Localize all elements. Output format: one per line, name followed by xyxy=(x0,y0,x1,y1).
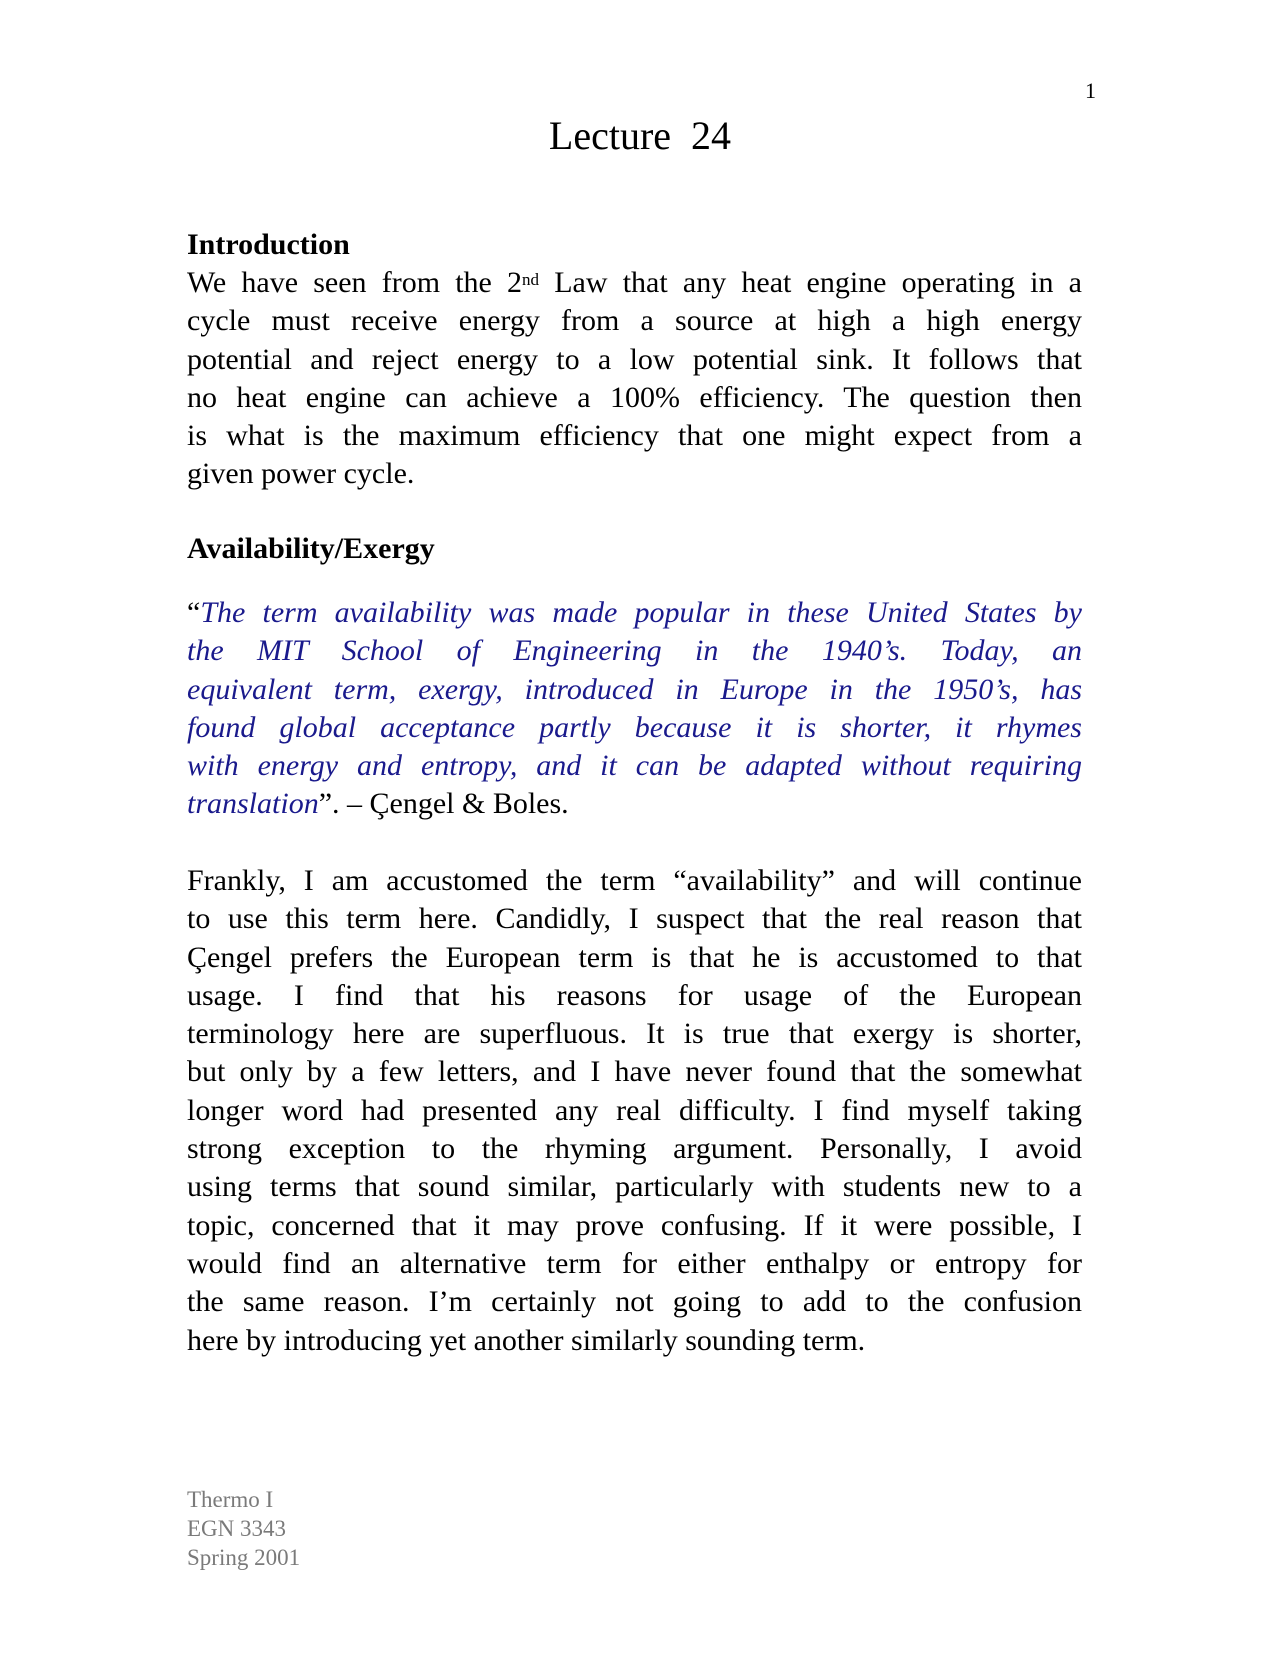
quote-paragraph xyxy=(187,594,1082,824)
introduction-heading: Introduction xyxy=(187,228,350,261)
commentary-line: here by introducing yet another similarly sounding term. xyxy=(187,1323,866,1357)
footer-term: Spring 2001 xyxy=(187,1545,301,1570)
intro-line-6: given power cycle. xyxy=(187,457,415,491)
quote-line-4: found global acceptance partly because it is shorter, it rhymes xyxy=(187,710,1082,744)
commentary-line: usage. I find that his reasons for usage of the European xyxy=(187,978,1082,1012)
commentary-paragraph xyxy=(187,862,1082,1360)
quote-line-6: translation”. – Çengel & Boles. xyxy=(187,787,569,821)
footer-course-code: EGN 3343 xyxy=(187,1516,287,1541)
quote-line-2: the MIT School of Engineering in the 1940’s. Today, an xyxy=(187,634,1082,668)
commentary-line: topic, concerned that it may prove confusing. If it were possible, I xyxy=(187,1208,1082,1242)
ordinal-superscript: nd xyxy=(522,270,540,289)
commentary-line: Frankly, I am accustomed the term “availability” and will continue xyxy=(187,864,1082,897)
page-footer xyxy=(187,1485,300,1572)
introduction-paragraph xyxy=(187,264,1082,494)
intro-line-5: is what is the maximum efficiency that one might expect from a xyxy=(187,419,1082,453)
intro-line-1: We have seen from the 2nd Law that any heat engine operating in a xyxy=(187,266,1082,299)
commentary-line: would find an alternative term for either enthalpy or entropy for xyxy=(187,1246,1082,1280)
footer-course: Thermo I xyxy=(187,1487,274,1512)
commentary-line: using terms that sound similar, particularly with students new to a xyxy=(187,1170,1082,1204)
availability-heading: Availability/Exergy xyxy=(187,532,435,565)
commentary-line: to use this term here. Candidly, I suspect that the real reason that xyxy=(187,902,1082,936)
quote-line-5: with energy and entropy, and it can be adapted without requiring xyxy=(187,749,1082,783)
commentary-line: terminology here are superfluous. It is true that exergy is shorter, xyxy=(187,1017,1082,1051)
intro-line-4: no heat engine can achieve a 100% efficiency. The question then xyxy=(187,380,1082,414)
quote-attribution: ”. – Çengel & Boles. xyxy=(318,787,569,821)
intro-line-3: potential and reject energy to a low potential sink. It follows that xyxy=(187,342,1082,376)
commentary-line: strong exception to the rhyming argument. Personally, I avoid xyxy=(187,1132,1082,1166)
commentary-line: longer word had presented any real difficulty. I find myself taking xyxy=(187,1093,1082,1127)
commentary-line: the same reason. I’m certainly not going to add to the confusion xyxy=(187,1285,1082,1319)
page-title: Lecture 24 xyxy=(548,113,732,158)
quote-line-1: “The term availability was made popular in these United States by xyxy=(187,596,1082,629)
page-number: 1 xyxy=(1085,78,1096,103)
intro-line-2: cycle must receive energy from a source at high a high energy xyxy=(187,304,1082,338)
quote-line-3: equivalent term, exergy, introduced in Europe in the 1950’s, has xyxy=(187,672,1082,706)
commentary-line: but only by a few letters, and I have never found that the somewhat xyxy=(187,1055,1082,1089)
commentary-line: Çengel prefers the European term is that he is accustomed to that xyxy=(187,940,1082,974)
